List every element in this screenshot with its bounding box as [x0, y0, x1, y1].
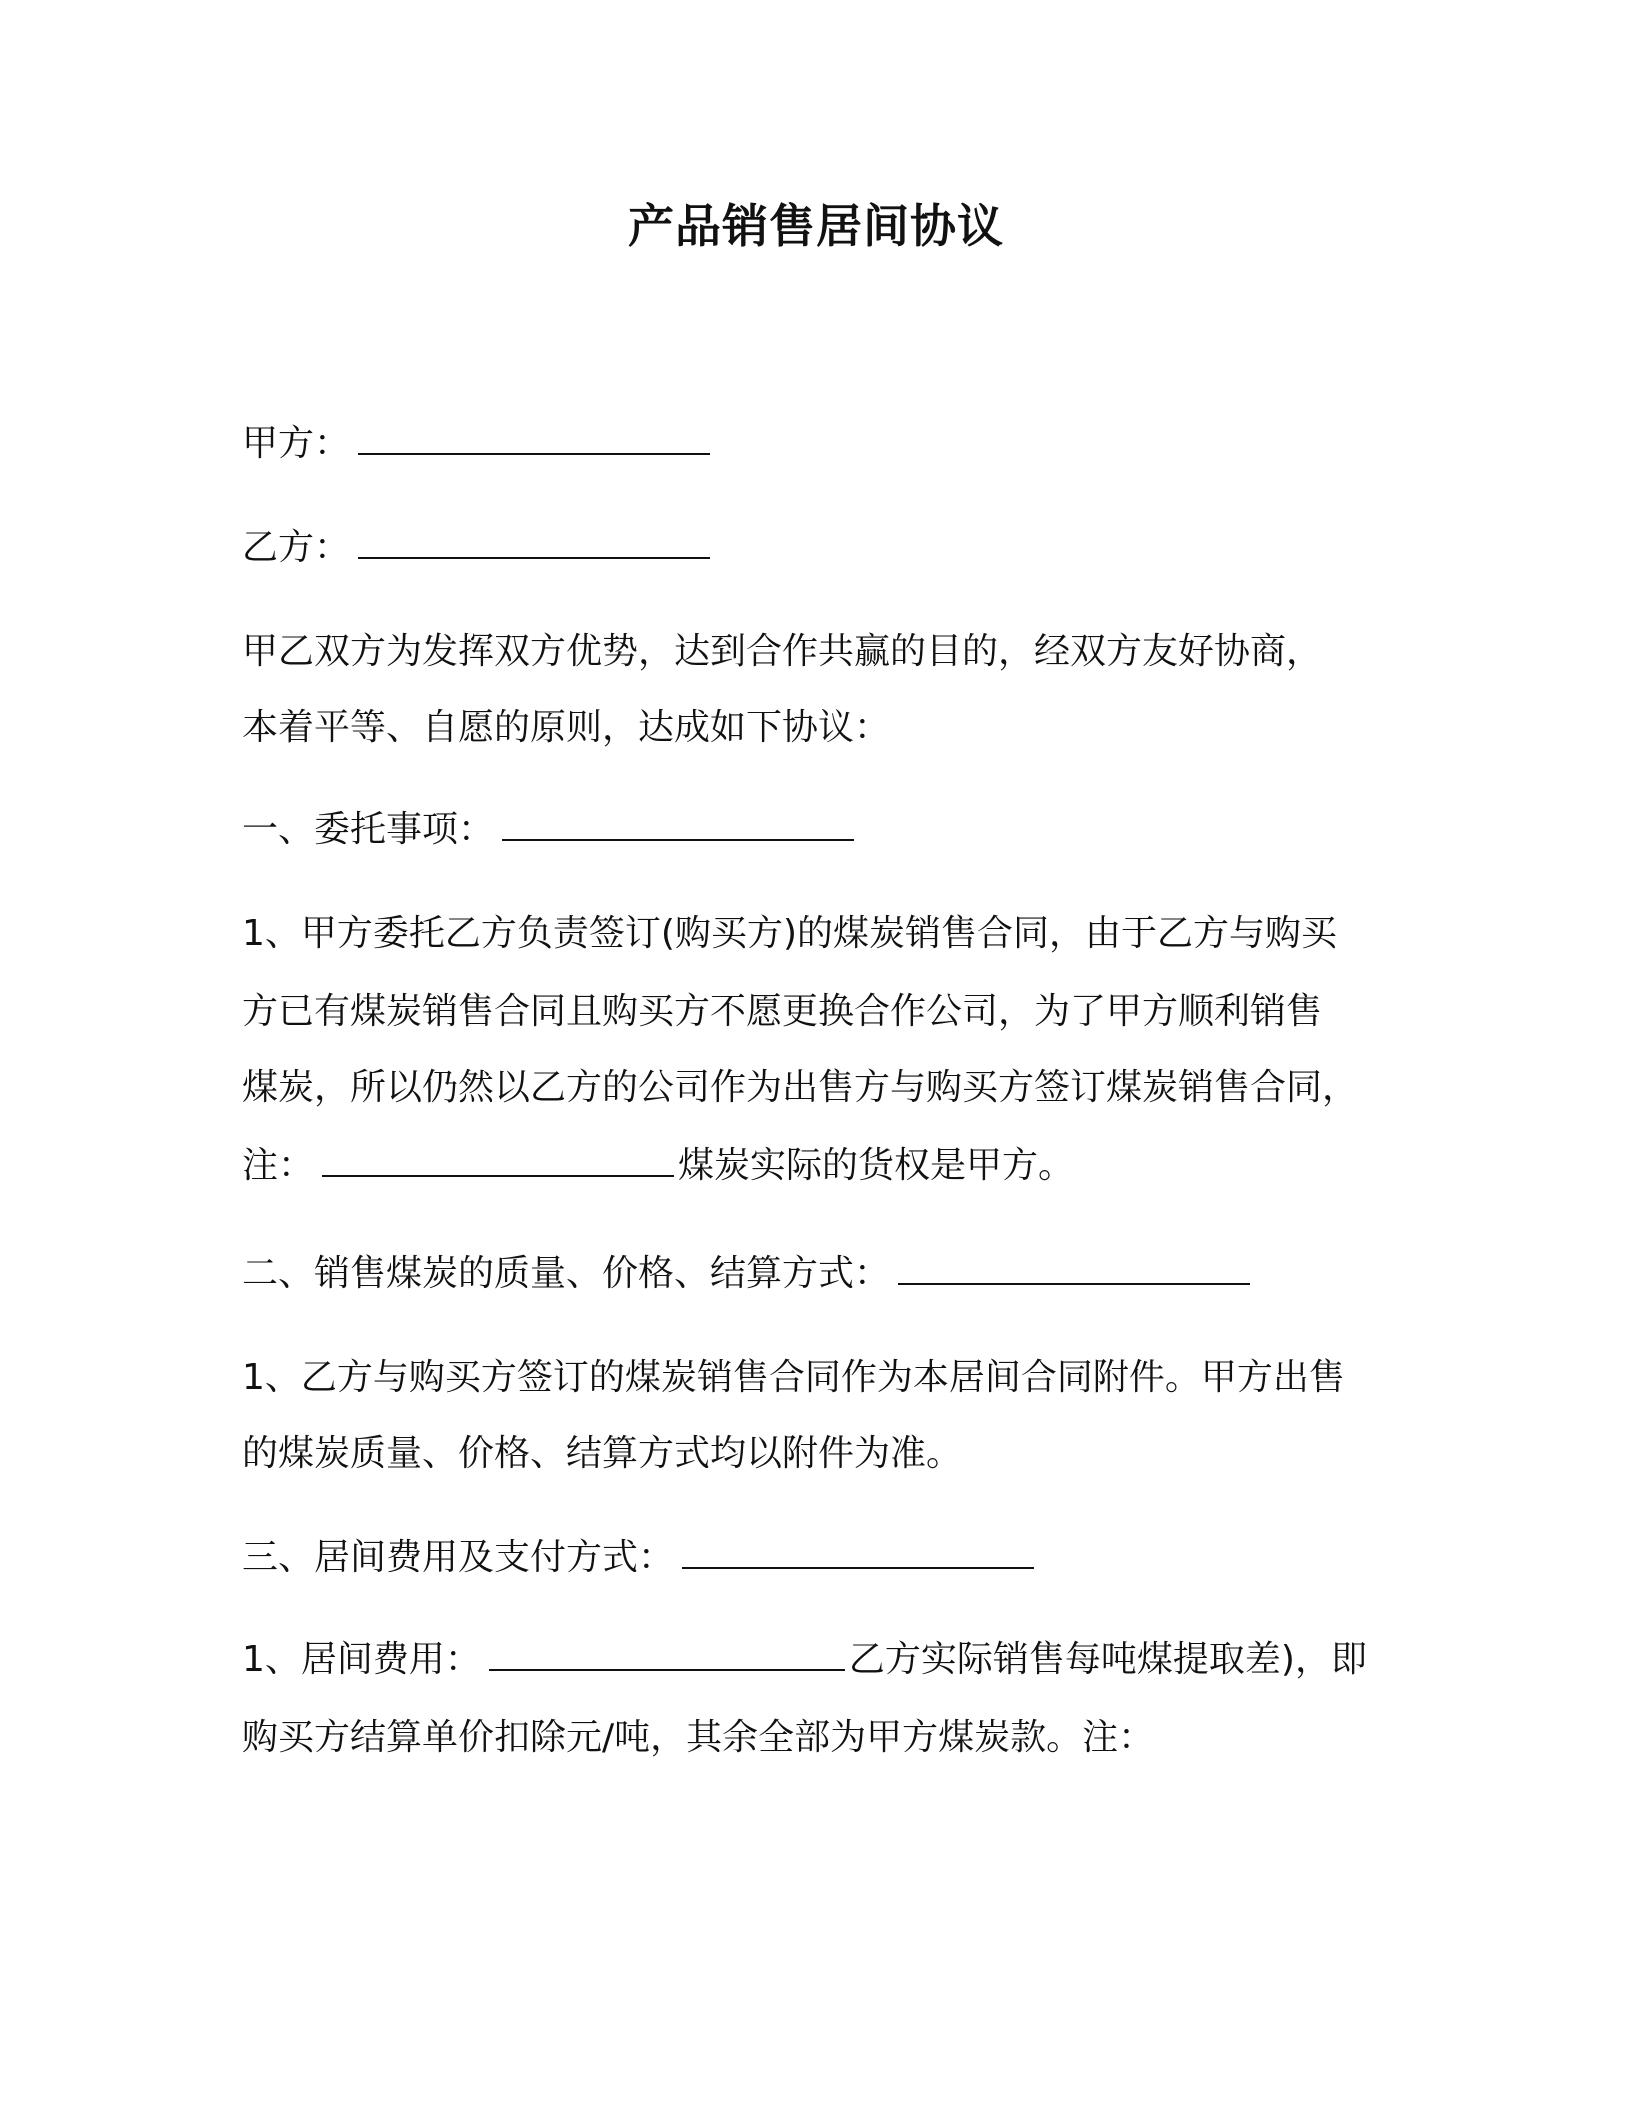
document-title: 产品销售居间协议: [628, 199, 1004, 253]
section-3-item-1-line-1: [242, 1636, 1392, 1684]
party-b-label: 乙方：: [242, 527, 351, 568]
section-2-item-1-line-2: 的煤炭质量、价格、结算方式均以附件为准。: [242, 1433, 963, 1474]
party-b-blank: [358, 527, 710, 559]
section-1-heading: 一、委托事项：: [242, 809, 495, 850]
section-1-heading-line: [242, 806, 1392, 854]
section-3-item-1-line-2: 购买方结算单价扣除元/吨，其余全部为甲方煤炭款。注：: [242, 1717, 1155, 1758]
fee-prefix: 1、居间费用：: [242, 1639, 481, 1680]
intro-line-2: 本着平等、自愿的原则，达成如下协议：: [242, 707, 891, 748]
note-prefix: 注：: [242, 1145, 315, 1186]
note-suffix: 煤炭实际的货权是甲方。: [678, 1145, 1075, 1186]
note-blank: [322, 1145, 674, 1177]
section-3-heading: 三、居间费用及支付方式：: [242, 1537, 675, 1578]
section-1-blank: [502, 809, 854, 841]
party-a-blank: [358, 423, 710, 455]
party-a-label: 甲方：: [242, 423, 351, 464]
section-2-heading-line: [242, 1250, 1392, 1298]
section-2-heading: 二、销售煤炭的质量、价格、结算方式：: [242, 1253, 891, 1294]
section-2-item-1-line-1: 1、乙方与购买方签订的煤炭销售合同作为本居间合同附件。甲方出售: [242, 1357, 1345, 1398]
section-1-item-1-line-1: 1、甲方委托乙方负责签订(购买方)的煤炭销售合同，由于乙方与购买: [242, 913, 1337, 954]
intro-line-1: 甲乙双方为发挥双方优势，达到合作共赢的目的，经双方友好协商，: [242, 631, 1323, 672]
fee-blank: [489, 1639, 845, 1671]
party-a-line: [242, 420, 1392, 468]
section-1-item-1-line-2: 方已有煤炭销售合同且购买方不愿更换合作公司，为了甲方顺利销售: [242, 991, 1323, 1032]
section-2-blank: [898, 1253, 1250, 1285]
section-1-item-1-line-3: 煤炭，所以仍然以乙方的公司作为出售方与购买方签订煤炭销售合同，: [242, 1067, 1359, 1108]
section-3-heading-line: [242, 1534, 1392, 1582]
fee-suffix: 乙方实际销售每吨煤提取差)，即: [848, 1639, 1367, 1680]
section-3-blank: [682, 1537, 1034, 1569]
party-b-line: [242, 524, 1392, 572]
section-1-note-line: [242, 1142, 1392, 1190]
